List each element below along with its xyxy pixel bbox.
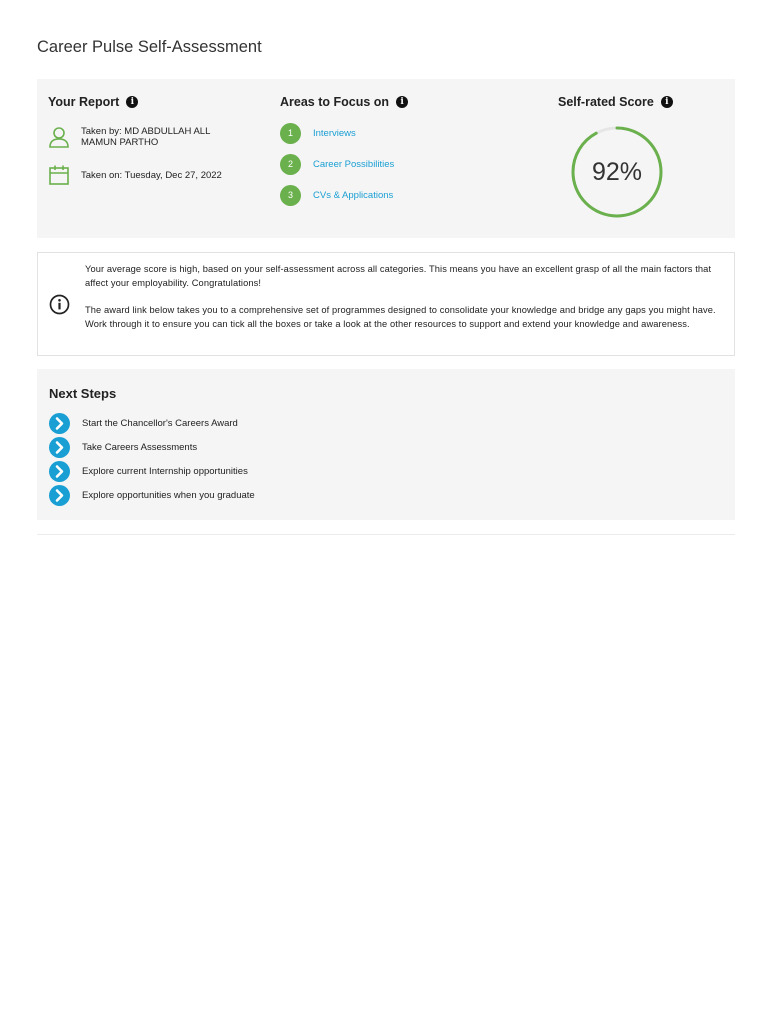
calendar-icon <box>48 164 70 186</box>
chevron-right-icon <box>49 461 70 482</box>
focus-title: Areas to Focus on <box>280 95 390 109</box>
focus-link-interviews[interactable]: Interviews <box>313 128 356 139</box>
chevron-right-icon <box>49 485 70 506</box>
user-icon <box>48 126 70 148</box>
focus-item <box>280 185 393 206</box>
taken-on-text: Taken on: Tuesday, Dec 27, 2022 <box>81 170 222 181</box>
focus-link-cvs-applications[interactable]: CVs & Applications <box>313 190 394 201</box>
taken-by-row <box>48 126 241 148</box>
info-icon[interactable]: i <box>661 96 673 108</box>
focus-heading <box>280 95 408 109</box>
taken-by-text: Taken by: MD ABDULLAH ALL MAMUN PARTHO <box>81 126 211 148</box>
info-circle-icon <box>49 294 70 315</box>
notice-paragraph-2: The award link below takes you to a comprehensive set of programmes designed to consolidate your knowledge and bridge any gaps you might have. Work through it to ensure you can tick all the boxes or take a look at the other resources to support and extend your knowledge and awareness. <box>85 305 716 329</box>
notice-paragraph-1: Your average score is high, based on your self-assessment across all categories. This means you have an excellent grasp of all the main factors that affect your employability. Congratulations! <box>85 264 712 288</box>
focus-number-badge: 1 <box>280 123 301 144</box>
next-step-label: Start the Chancellor's Careers Award <box>82 418 238 429</box>
next-step-internships[interactable] <box>49 461 248 482</box>
chevron-right-icon <box>49 413 70 434</box>
score-title: Self-rated Score <box>558 95 654 109</box>
score-value: 92% <box>591 158 643 186</box>
summary-panel <box>37 79 735 238</box>
next-step-assessments[interactable] <box>49 437 197 458</box>
next-step-label: Explore current Internship opportunities <box>82 466 248 477</box>
taken-on-row <box>48 164 222 186</box>
next-steps-title: Next Steps <box>49 386 117 401</box>
divider <box>37 534 735 535</box>
chevron-right-icon <box>49 437 70 458</box>
focus-item <box>280 154 394 175</box>
score-explanation-box <box>37 252 735 356</box>
next-steps-panel <box>37 369 735 520</box>
next-step-label: Take Careers Assessments <box>82 442 198 453</box>
next-step-label: Explore opportunities when you graduate <box>82 490 255 501</box>
next-step-graduate[interactable] <box>49 485 255 506</box>
info-icon[interactable]: i <box>396 96 408 108</box>
info-icon[interactable]: i <box>126 96 138 108</box>
focus-item <box>280 123 356 144</box>
focus-number-badge: 2 <box>280 154 301 175</box>
next-step-award[interactable] <box>49 413 238 434</box>
focus-number-badge: 3 <box>280 185 301 206</box>
your-report-heading <box>48 95 138 109</box>
score-heading <box>558 95 673 109</box>
focus-link-career-possibilities[interactable]: Career Possibilities <box>313 159 395 170</box>
your-report-title: Your Report <box>48 95 120 109</box>
page-title: Career Pulse Self-Assessment <box>37 38 262 56</box>
